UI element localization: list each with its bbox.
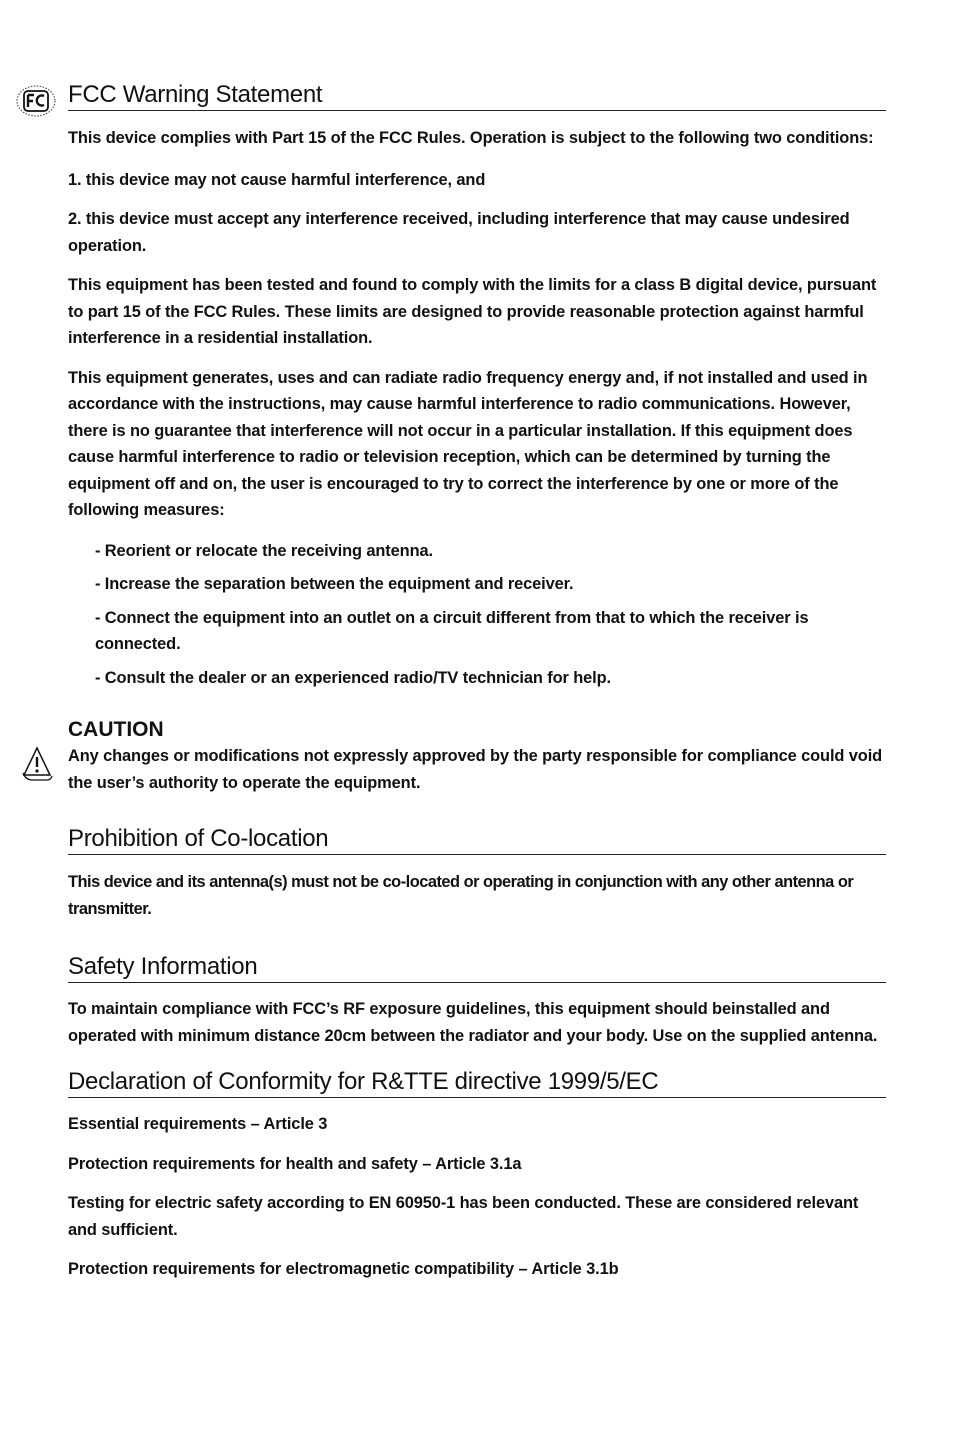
conformity-line: Testing for electric safety according to EN 60950-1 has been conducted. These are considered relevant and sufficient. (68, 1194, 859, 1239)
document-page (68, 80, 886, 1283)
caution-block (68, 717, 886, 796)
colocation-heading: Prohibition of Co-location (68, 824, 886, 855)
fcc-intro-paragraph: This device complies with Part 15 of the FCC Rules. Operation is subject to the following two conditions: (68, 129, 874, 147)
caution-hand-icon (20, 745, 54, 785)
measure-item: - Consult the dealer or an experienced radio/TV technician for help. (95, 668, 611, 687)
fcc-warning-heading: FCC Warning Statement (68, 80, 886, 111)
fcc-interference-paragraph: This equipment generates, uses and can radiate radio frequency energy and, if not installed and used in accordance with the instructions, may cause harmful interference to radio communications. However, there is no guarantee that interference will not occur in a particular installation. If this equipment does cause harmful interference to radio or television reception, which can be determined by turning the equipment off and on, the user is encouraged to try to correct the interference by one or more of the following measures: (68, 368, 868, 519)
measure-item: - Reorient or relocate the receiving antenna. (95, 541, 433, 560)
conformity-heading: Declaration of Conformity for R&TTE directive 1999/5/EC (68, 1067, 886, 1098)
conformity-line: Protection requirements for electromagnetic compatibility – Article 3.1b (68, 1260, 619, 1278)
safety-heading: Safety Information (68, 952, 886, 983)
conformity-line: Protection requirements for health and safety – Article 3.1a (68, 1154, 522, 1173)
conformity-line: Essential requirements – Article 3 (68, 1115, 328, 1133)
colocation-text: This device and its antenna(s) must not be co-located or operating in conjunction with any other antenna or transmitter. (68, 873, 854, 918)
fcc-class-b-paragraph: This equipment has been tested and found to comply with the limits for a class B digital device, pursuant to part 15 of the FCC Rules. These limits are designed to provide reasonable protection against harmful interference in a residential installation. (68, 276, 877, 347)
measure-item: - Connect the equipment into an outlet on a circuit different from that to which the receiver is connected. (95, 608, 809, 653)
fcc-logo-icon (15, 84, 57, 118)
caution-text: Any changes or modifications not expressly approved by the party responsible for compliance could void the user’s authority to operate the equipment. (68, 747, 883, 792)
fcc-condition-2: 2. this device must accept any interference received, including interference that may cause undesired operation. (68, 210, 850, 255)
safety-text: To maintain compliance with FCC’s RF exposure guidelines, this equipment should beinstalled and operated with minimum distance 20cm between the radiator and your body. Use on the supplied antenna. (68, 1000, 878, 1045)
measure-item: - Increase the separation between the equipment and receiver. (95, 575, 574, 593)
caution-title: CAUTION (68, 718, 164, 741)
fcc-condition-1: 1. this device may not cause harmful interference, and (68, 170, 486, 189)
